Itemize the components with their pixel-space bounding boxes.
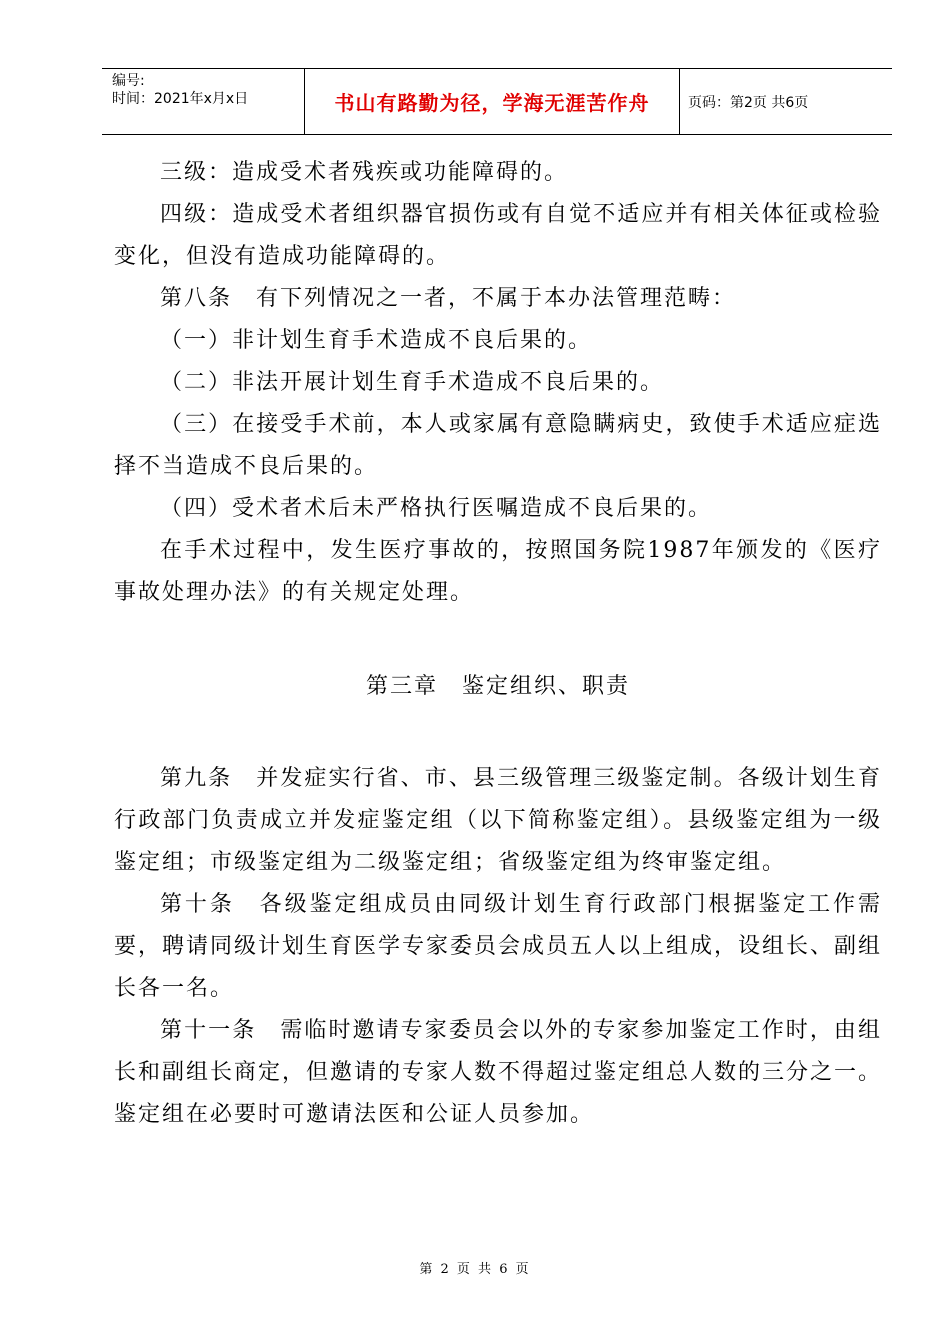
document-body: [114, 152, 882, 1136]
paragraph: 在手术过程中，发生医疗事故的，按照国务院1987年颁发的《医疗事故处理办法》的有关规定处理。: [114, 538, 882, 605]
header-page-cell: [680, 69, 892, 134]
number-label: 编号:: [112, 73, 145, 89]
time-label: 时间：2021年x月x日: [112, 91, 249, 107]
paragraph: （二）非法开展计划生育手术造成不良后果的。: [160, 370, 665, 395]
page-footer: 第 2 页 共 6 页: [419, 1262, 531, 1277]
paragraph: 第十条 各级鉴定组成员由同级计划生育行政部门根据鉴定工作需要，聘请同级计划生育医学专家委员会成员五人以上组成，设组长、副组长各一名。: [114, 892, 883, 1001]
paragraph: （四）受术者术后未严格执行医嘱造成不良后果的。: [160, 496, 713, 521]
paragraph: （三）在接受手术前，本人或家属有意隐瞒病史，致使手术适应症选择不当造成不良后果的。: [114, 412, 882, 479]
header-motto: 书山有路勤为径，学海无涯苦作舟: [334, 91, 650, 115]
paragraph: 四级：造成受术者组织器官损伤或有自觉不适应并有相关体征或检验变化，但没有造成功能障碍的。: [114, 202, 882, 269]
paragraph: 第十一条 需临时邀请专家委员会以外的专家参加鉴定工作时，由组长和副组长商定，但邀请的专家人数不得超过鉴定组总人数的三分之一。鉴定组在必要时可邀请法医和公证人员参加。: [114, 1018, 883, 1127]
header-motto-cell: [304, 69, 680, 134]
paragraph: 第九条 并发症实行省、市、县三级管理三级鉴定制。各级计划生育行政部门负责成立并发症鉴定组（以下简称鉴定组）。县级鉴定组为一级鉴定组；市级鉴定组为二级鉴定组；省级鉴定组为终审鉴定组。: [114, 766, 882, 875]
page-label: 页码：第2页 共6页: [688, 94, 809, 111]
header-meta: [102, 69, 304, 134]
paragraph: 三级：造成受术者残疾或功能障碍的。: [160, 160, 569, 185]
paragraph: （一）非计划生育手术造成不良后果的。: [160, 328, 593, 353]
paragraph: 第八条 有下列情况之一者，不属于本办法管理范畴：: [160, 286, 737, 311]
chapter-title: 第三章 鉴定组织、职责: [365, 674, 630, 699]
page-header: [102, 68, 892, 135]
